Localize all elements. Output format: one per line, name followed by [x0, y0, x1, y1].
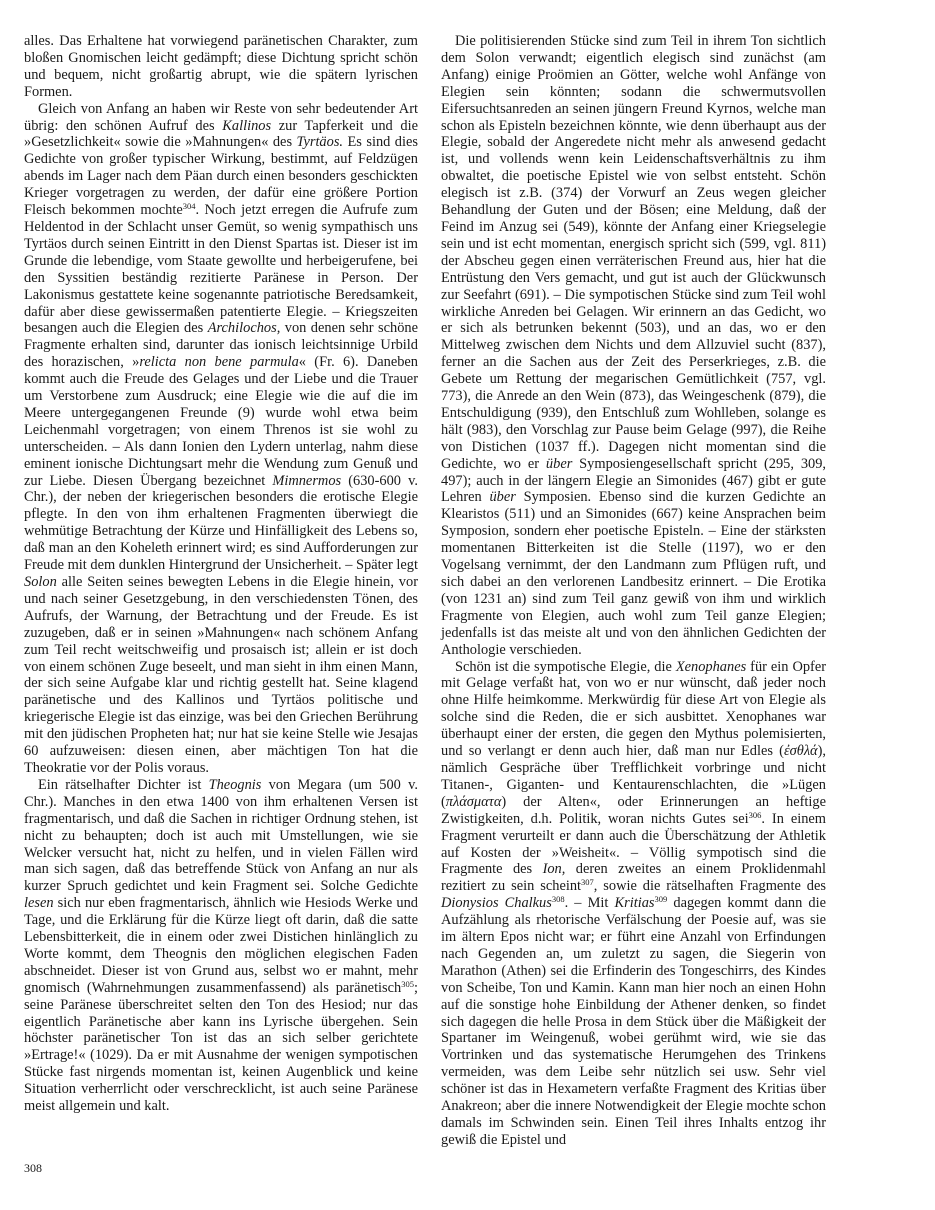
emphasis-ueber: über [489, 489, 516, 506]
footnote-ref: 305 [401, 978, 414, 989]
name-ion: Ion, [542, 861, 566, 878]
page-number: 308 [24, 1161, 42, 1175]
emphasis-lesen: lesen [24, 895, 54, 912]
paragraph-political-pieces: Die politisierenden Stücke sind zum Teil in ihrem Ton sichtlich dem Solon verwandt; eigentlich elegisch sind zunächst (am Anfang) einige Proömien an Götter, welche wohl Anfänge von Elegien sein könnten; sodann die schwermutsvollen Eifersuchtsanreden an seinen jüngern Freund Kyrnos, welche man schon als Episteln bezeichnen könnte, wie denn überhaupt aus der Elegie, sobald der Angeredete nicht mehr als anwesend gedacht ist, und vollends wenn kein Leidenschaftsverhältnis zu ihm obwaltet, die poetische Epistel wie von selbst entsteht. Schön elegisch ist z.B. (374) der Vorwurf an Zeus wegen gleicher Behandlung der Guten und der Bösen; eine Meldung, daß der Feind im Anzug sei (549), könnte der Anfang einer Kriegselegie sein und ist echt momentan, energisch spricht sich (599, vgl. 811) der Abscheu gegen einen verräterischen Freund aus, hier hat die Entrüstung den Vers gemacht, und gut ist auch der Glückwunsch zur Seefahrt (691). – Die sympotischen Stücke sind zum Teil wohl wirkliche Anreden bei Gelagen. Wir erinnern an das Gedicht, wo er sich als betrunken bekennt (503), und an das, wo er den Mittelweg zwischen dem Nichts und dem Allzuviel sucht (837), ferner an die Sachen aus der Zeit des Perserkrieges, z.B. die Gebete um Rettung der megarischen Gemütlichkeit (757, vgl. 773), die Anrede an den Wein (873), das Weingeschenk (879), die Entschuldigung (939), den Entschluß zum Wohlleben, solange es hält (983), den Vorschlag zur Pause beim Gelage (997), die Reihe von Distichen (1037 ff.). Dagegen nicht momentan sind die Gedichte, wo er über Symposiengesellschaft spricht (295, 309, 497); auch in der längern Elegie an Simonides (467) gibt er gute Lehren über Symposien. Ebenso sind die kurzen Gedichte an Klearistos (511) und an Simonides (667) keine Ansprachen beim Symposion, sondern eher poetische Episteln. – Eine der stärksten momentanen Bitterkeiten ist die Stelle (1197), wo er den Vogelsang vernimmt, der den Landmann zum Pflügen ruft, und sich dabei an den verlorenen Landbesitz erinnert. – Die Erotika (von 1231 an) sind zum Teil ganz gewiß von ihm und wirklich Fragmente von Elegien, auch wohl zum Teil ganze Elegien; jedenfalls ist das meiste alt und von den ähnlichen Gedichten der Anthologie verschieden. [441, 33, 827, 658]
name-theognis: Theognis [208, 776, 262, 793]
name-archilochos: Archilochos, [207, 320, 281, 337]
name-kallinos: Kallinos [222, 117, 272, 134]
footnote-ref: 307 [581, 877, 594, 888]
paragraph-early-elegy: Gleich von Anfang an haben wir Reste von sehr bedeutender Art übrig: den schönen Aufruf des Kallinos zur Tapferkeit und die »Gesetzlichkeit« sowie die »Mahnungen« des Tyrtäos. Es sind dies Gedichte von großer typischer Wirkung, bestimmt, auf Feldzügen abends im Lager nach dem Päan durch einen besonders geschickten Krieger vorgetragen zu werden, der dafür eine größere Portion Fleisch bekommen mochte$^{304}$. Noch jetzt erregen die Aufrufe zum Heldentod in der Schlacht unser Gemüt, so wenig sympathisch uns Tyrtäos durch seinen Eintritt in den Dienst Spartas ist. Dieser ist im Grunde die lebendige, vom Staate gewollte und herbeigerufene, bei den Syssitien beständig rezitierte Paränese in Person. Der Lakonismus gestattete keine sogenannte patriotische Beredsamkeit, dafür aber diese gewissermaßen patentierte Elegie. – Kriegszeiten besangen auch die Elegien des Archilochos, von denen sehr schöne Fragmente erhalten sind, darunter das ionisch leichtsinnige Urbild des horazischen, »relicta non bene parmula« (Fr. 6). Daneben kommt auch die Freude des Gelages und der Liebe und die Trauer um Verstorbene zum Ausdruck; eine Elegie wie die auf die im Meere untergegangenen Freunde (9) wurde wohl etwa beim Leichenmahl vorgetragen; von einem Threnos ist sie wohl zu unterscheiden. – Als dann Ionien den Lydern unterlag, nahm diese eminent ionische Dichtungsart mehr die Wendung zum Genuß und zur Liebe. Diesen Übergang bezeichnet Mimnermos (630-600 v. Chr.), der neben der kriegerischen besonders die erotische Elegie pflegte. In den von ihm erhaltenen Fragmenten überwiegt die wehmütige Betrachtung der Kürze und Hinfälligkeit des Lebens so, daß man an den Koheleth erinnert wird; es sind Aufforderungen zur Freude mit dem dunklen Hintergrund der Unsicherheit. – Später legt Solon alle Seiten seines bewegten Lebens in die Elegie hinein, vor und nach seiner Gesetzgebung, in den verschiedensten Tönen, des Aufrufs, der Warnung, der Betrachtung und der Freude. Es ist zuzugeben, daß er in seinen »Mahnungen« nach schönem Anfang zum Teil recht weitschweifig und prosaisch ist; allein er ist doch von einem schönen Zuge beseelt, und man sieht in ihm einen Mann, der sich seine Aufgabe klar und richtig gestellt hat. Seine klagend paränetische und des Kallinos und Tyrtäos politische und kriegerische Elegie ist das einzige, was bei den Griechen Berührung mit den jüdischen Propheten hat; nur hat sie keine Stelle wie Jesajas 60 aufzuweisen: diesen einen, aber mächtigen Ton hat die Theokratie vor der Polis voraus. [24, 100, 418, 776]
name-tyrtaeos: Tyrtäos. [296, 134, 344, 151]
right-column [441, 33, 826, 1149]
greek-term: ἐσθλά [783, 743, 818, 760]
name-solon: Solon [24, 574, 57, 590]
paragraph-continuation: alles. Das Erhaltene hat vorwiegend paränetischen Charakter, zum bloßen Gnomischen leicht gedämpft; diese Dichtung spricht schön und bequem, nicht großartig abrupt, wie die spätern lyrischen Formen. [24, 33, 418, 100]
paragraph-theognis: Ein rätselhafter Dichter ist Theognis von Megara (um 500 v. Chr.). Manches in den etwa 1400 von ihm erhaltenen Versen ist fragmentarisch, und daß die Sachen in richtiger Ordnung stehen, ist nicht zu behaupten; doch ist auch mit Umstellungen, wie sie Welcker versucht hat, nicht zu helfen, und in vielen Fällen wird man sich sagen, daß das betreffende Stück von Anfang an nur als kurzer Spruch gedichtet und kein Fragment sei. Solche Gedichte lesen sich nur eben fragmentarisch, ähnlich wie Hesiods Werke und Tage, und die Erklärung für die Kürze liegt oft darin, daß die satte Lebensbitterkeit, die in einem oder zwei Distichen hinlänglich zu Worte kommt, dem Theognis den möglichen elegischen Faden abschneidet. Dieser ist von Grund aus, selbst wo er mahnt, mehr gnomisch (Wahrnehmungen zusammenfassend) als paränetisch$^{305}$; seine Paränese überschreitet selten den Ton des Hesiod; nur das eigentlich Paränetische aber kann ins Lyrische übergehen. Sein höchster paränetischer Ton ist das an sich selber gerichtete »Ertrage!« (1029). Da er mit Ausnahme der wenigen sympotischen Stücke fast nirgends momentan ist, keinen Augenblick und keine Situation verherrlicht oder verschrecklicht, ist auch seine Paränese meist allgemein und kalt. [24, 776, 418, 1115]
footnote-ref: 304 [182, 201, 196, 212]
latin-quote: relicta non bene parmula [139, 354, 299, 371]
name-kritias: Kritias [614, 895, 655, 912]
footnote-ref: 308 [551, 894, 565, 905]
greek-term: πλάσματα [445, 793, 502, 810]
name-mimnermos: Mimnermos [272, 472, 342, 489]
left-column [24, 33, 418, 1115]
paragraph-xenophanes: Schön ist die sympotische Elegie, die Xenophanes für ein Opfer mit Gelage verfaßt hat, von wo er nur wünscht, daß jeder noch ohne Hilfe heimkomme. Merkwürdig für diese Art von Elegie als solche sind die Reden, die er sich ausbittet. Xenophanes war überhaupt einer der ersten, die gegen den Mythus polemisierten, und so verlangt er denn auch hier, daß man nur Edles (ἐσθλά), nämlich Gespräche über Trefflichkeit vorbringe und nicht Titanen-, Giganten- und Kentaurenschlachten, die »Lügen (πλάσματα) der Alten«, oder Erinnerungen an heftige Zwistigkeiten, d.h. Politik, woran nichts Gutes sei$^{306}$. In einem Fragment verurteilt er dann auch die Überschätzung der Athletik auf Kosten der »Weisheit«. – Völlig sympotisch sind die Fragmente des Ion, deren zweites an einem Proklidenmahl rezitiert zu sein scheint$^{307}$, sowie die rätselhaften Fragmente des Dionysios Chalkus$^{308}$. – Mit Kritias$^{309}$ dagegen kommt dann die Aufzählung als rhetorische Verfälschung der Poesie auf, was sie im ältern Epos nicht war; er führt eine Anzahl von Erfindungen nach Gegenden an, um zuletzt zu sagen, die Siegerin von Marathon (Athen) sei die Erfinderin des Tongeschirrs, des Kindes von Scheibe, Ton und Kamin. Kann man hier noch an einen Hohn auf die sonstige hohe Einbildung der Athener denken, so findet sich dagegen die helle Prosa in dem Stück über die Mäßigkeit der Spartaner im Weingenuß, wobei gerühmt wird, wie sie das Vortrinken und das systematische Herumgehen des Trinkens vermeiden, was dem Leibe sehr nützlich sei usw. Sehr viel schöner ist das in Hexametern verfaßte Fragment des Kritias über Anakreon; aber die innere Notwendigkeit der Elegie mochte schon damals im Schwinden sein. Einen Teil ihres Inhalts entzog ihr gewiß die Epistel und [441, 658, 827, 1148]
footnote-ref: 309 [654, 894, 668, 905]
name-dionysios-chalkus: Dionysios Chalkus [441, 895, 552, 912]
name-xenophanes: Xenophanes [675, 658, 747, 675]
emphasis-ueber: über [545, 455, 573, 472]
footnote-ref: 306 [748, 809, 762, 820]
